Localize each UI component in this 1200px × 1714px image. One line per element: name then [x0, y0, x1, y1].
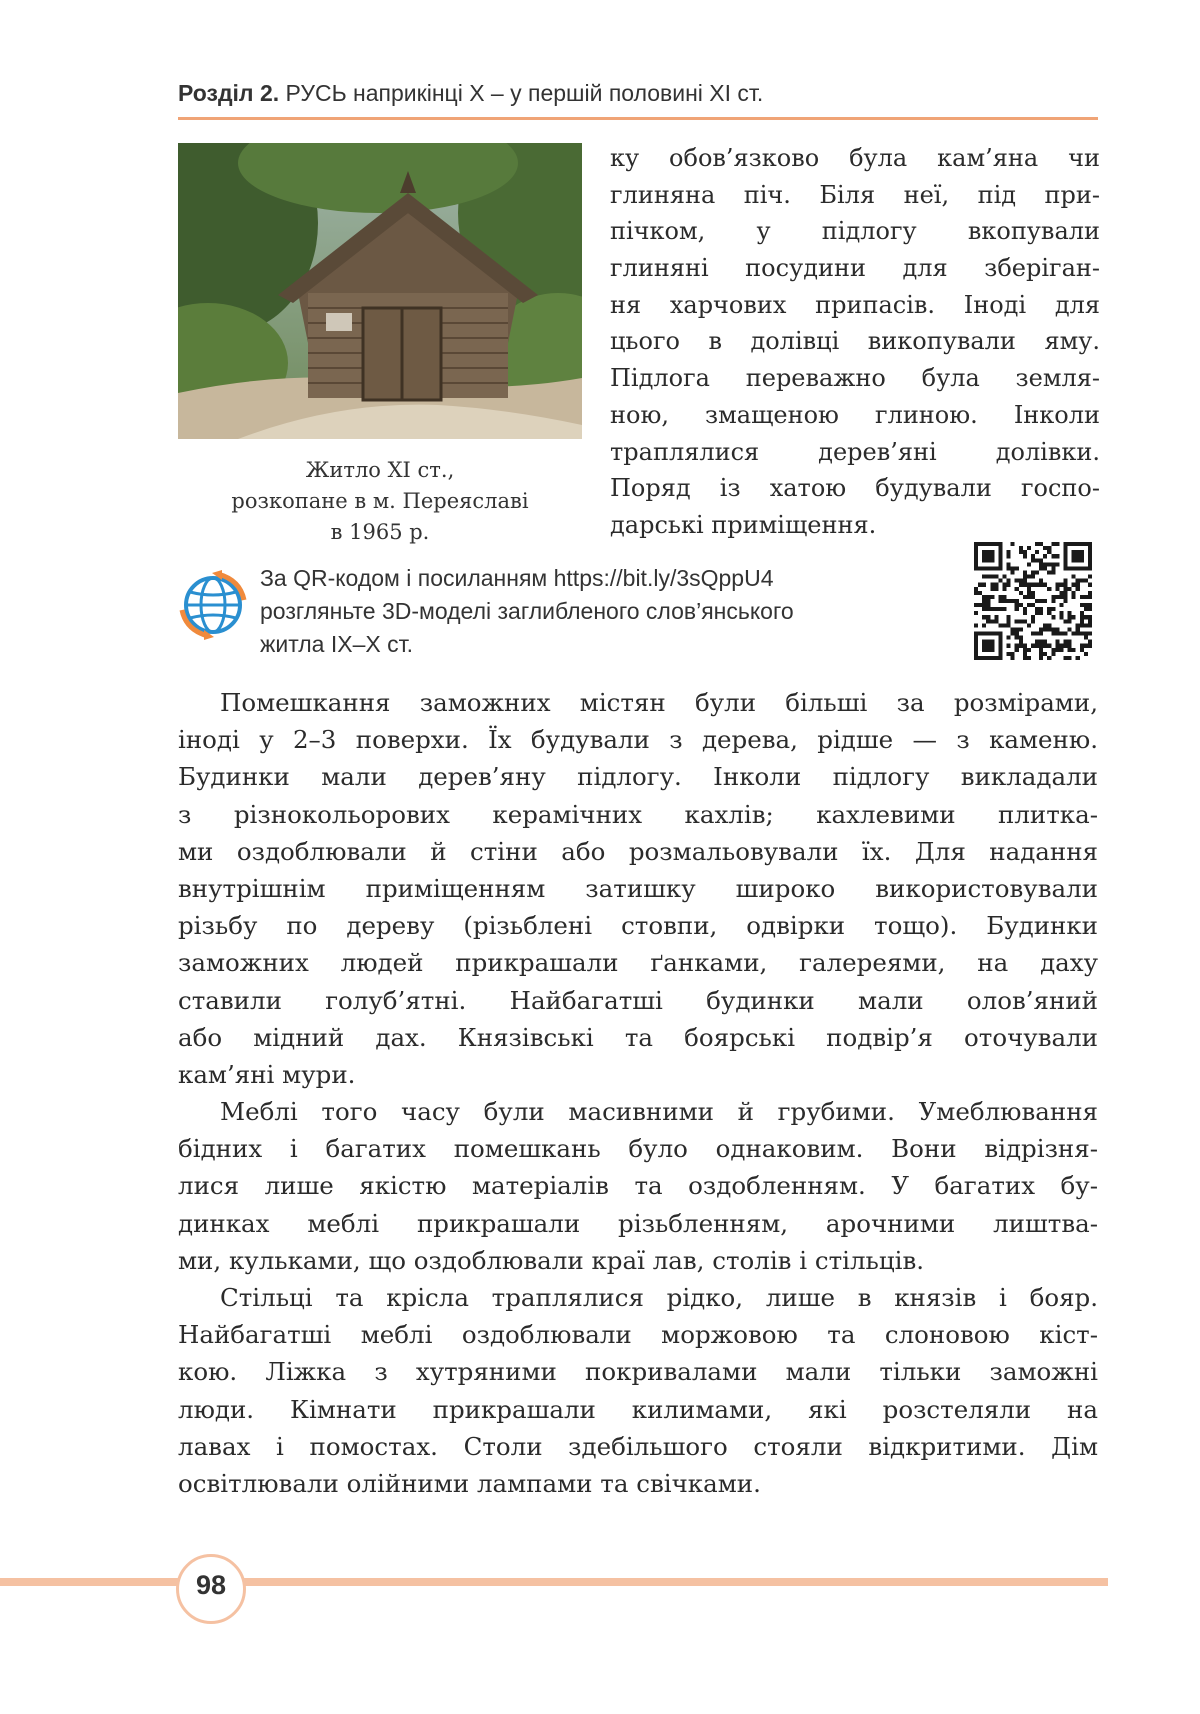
right-column-text	[610, 140, 1100, 544]
caption-line: Житло ХІ ст.,	[305, 458, 455, 482]
qr-note-text	[260, 562, 980, 661]
text-line: Найбагатші меблі оздоблювали моржовою та слоновою кіст-	[178, 1320, 1098, 1350]
text-line: ми, кульками, що оздоблювали краї лав, столів і стільців.	[178, 1245, 925, 1275]
text-line: цього в долівці викопували яму.	[610, 327, 1100, 356]
text-line: траплялися дерев’яні долівки.	[610, 437, 1100, 466]
text-line: ку обов’язково була кам’яна чи	[610, 144, 1100, 172]
text-line: з різнокольорових керамічних кахлів; кахлевими плитка-	[178, 799, 1098, 829]
qr-code[interactable]	[974, 542, 1092, 660]
page-number: 98	[195, 1570, 227, 1600]
text-line: Підлога переважно була земля-	[610, 364, 1100, 393]
photo-caption	[178, 455, 582, 548]
text-line: лавах і помостах. Столи здебільшого стояли відкритими. Дім	[178, 1431, 1098, 1461]
footer-bar	[0, 1578, 1108, 1586]
text-line: пічком, у підлогу вкопували	[610, 217, 1100, 246]
section-title: РУСЬ наприкінці Х – у першій половині ХІ ст.	[285, 80, 764, 106]
text-line: або мідний дах. Князівські та боярські подвір’я оточували	[178, 1022, 1098, 1052]
text-line: іноді у 2–3 поверхи. Їх будували з дерева, рідше — з каменю.	[178, 725, 1098, 755]
text-line: ною, змащеною глиною. Інколи	[610, 400, 1100, 429]
text-line: дарські приміщення.	[610, 510, 877, 539]
qr-note-line: За QR-кодом і посиланням https://bit.ly/3sQppU4	[260, 565, 774, 591]
text-line: Стільці та крісла траплялися рідко, лише в князів і бояр.	[220, 1283, 1098, 1312]
text-line: внутрішнім приміщенням затишку широко використовували	[178, 873, 1098, 903]
text-line: кам’яні мури.	[178, 1059, 356, 1089]
page-header	[178, 80, 1098, 120]
main-text	[178, 684, 1098, 1502]
qr-note-line: житла ІХ–Х ст.	[260, 631, 413, 657]
text-line: ня харчових припасів. Іноді для	[610, 290, 1100, 319]
text-line: лися лише якістю матеріалів та оздобленням. У багатих бу-	[178, 1171, 1098, 1201]
qr-note	[178, 562, 1098, 667]
text-line: різьбу по дереву (різьблені стовпи, одвірки тощо). Будинки	[178, 911, 1098, 941]
text-line: люди. Кімнати прикрашали килимами, які розстеляли на	[178, 1394, 1098, 1424]
text-line: глиняні посудини для зберіган-	[610, 254, 1100, 283]
caption-line: розкопане в м. Переяславі	[231, 489, 529, 513]
text-line: Будинки мали дерев’яну підлогу. Інколи підлогу викладали	[178, 762, 1098, 792]
text-line: бідних і багатих помешкань було однаковим. Вони відрізня-	[178, 1134, 1098, 1164]
text-line: Поряд із хатою будували госпо-	[610, 474, 1100, 503]
text-line: ми оздоблювали й стіни або розмальовували їх. Для надання	[178, 836, 1098, 866]
qr-note-line: розгляньте 3D-моделі заглибленого слов’янського	[260, 598, 794, 624]
text-line: ставили голуб’ятні. Найбагатші будинки мали олов’яний	[178, 985, 1098, 1015]
text-line: заможних людей прикрашали ґанками, галереями, на даху	[178, 948, 1098, 978]
section-label: Розділ 2.	[178, 80, 280, 106]
house-photo	[178, 143, 582, 439]
caption-line: в 1965 р.	[330, 520, 430, 544]
globe-arrows-icon	[178, 570, 248, 640]
text-line: Меблі того часу були масивними й грубими. Умеблювання	[220, 1097, 1098, 1127]
text-line: Помешкання заможних містян були більші за розмірами,	[220, 688, 1098, 717]
text-line: динках меблі прикрашали різьбленням, арочними лиштва-	[178, 1208, 1098, 1238]
text-line: освітлювали олійними лампами та свічками.	[178, 1468, 761, 1498]
text-line: кою. Ліжка з хутряними покривалами мали тільки заможні	[178, 1357, 1098, 1387]
text-line: глиняна піч. Біля неї, під при-	[610, 180, 1100, 209]
